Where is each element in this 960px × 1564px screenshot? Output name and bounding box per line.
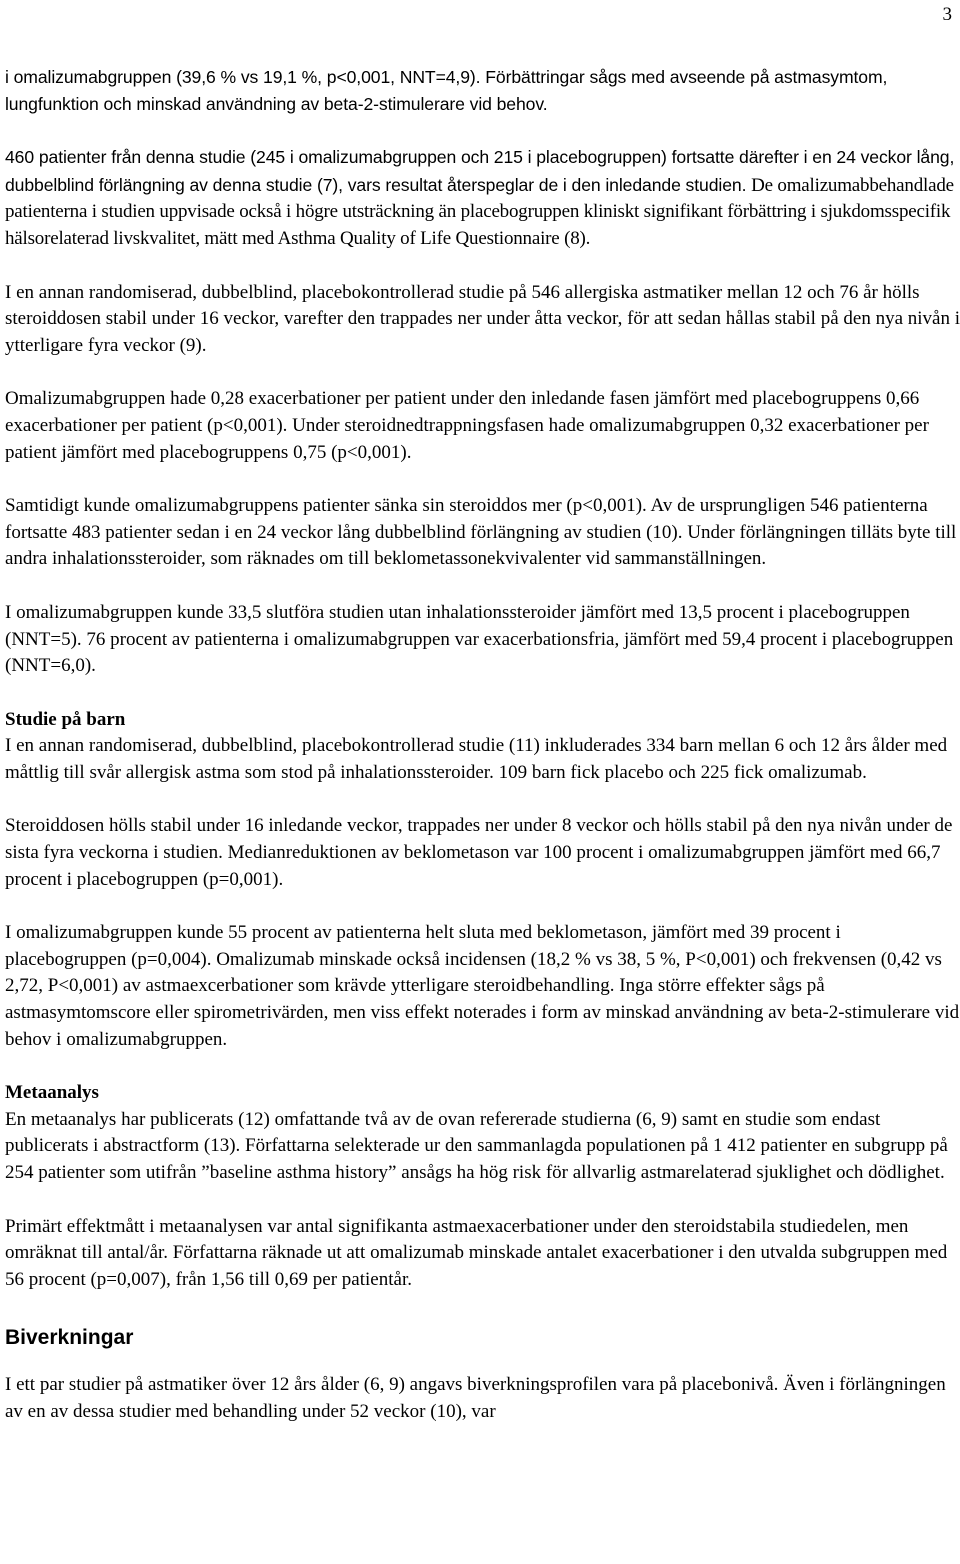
paragraph-3: I en annan randomiserad, dubbelblind, placebokontrollerad studie på 546 allergiska astmatiker mellan 12 och 76 år hölls steroiddosen stabil under 16 veckor, varefter den trappades ner under åtta veckor, för att sedan hållas stabil på den nya nivån i ytterligare fyra veckor (9). xyxy=(5,281,960,356)
paragraph-12: I ett par studier på astmatiker över 12 års ålder (6, 9) angavs biverkningsprofilen vara på placebonivå. Även i förlängningen av en av dessa studier med behandling under 52 veckor (10), var xyxy=(5,1373,946,1422)
document-body xyxy=(5,64,960,1425)
heading-biverkningar: Biverkningar xyxy=(5,1326,134,1350)
paragraph-8: Steroiddosen hölls stabil under 16 inledande veckor, trappades ner under 8 veckor och hölls stabil på den nya nivån under de sista fyra veckorna i studien. Medianreduktionen av beklometason var 100 procent i omalizumabgruppen jämfört med 66,7 procent i placebogruppen (p=0,001). xyxy=(5,815,953,890)
paragraph-5: Samtidigt kunde omalizumabgruppens patienter sänka sin steroiddos mer (p<0,001). Av de ursprungligen 546 patienterna fortsatte 483 patienter sedan i en 24 veckor lång dubbelblind förlängning av studien (10). Under förlängningen tilläts byte till andra inhalationssteroider, som räknades om till beklometassonekvivalenter vid sammanställningen. xyxy=(5,495,957,570)
paragraph-2 xyxy=(5,144,960,252)
paragraph-7: I en annan randomiserad, dubbelblind, placebokontrollerad studie (11) inkluderades 334 barn mellan 6 och 12 års ålder med måttlig till svår allergisk astma som stod på inhalationssteroider. 109 barn fick placebo och 225 fick omalizumab. xyxy=(5,735,948,783)
paragraph-10: En metaanalys har publicerats (12) omfattande två av de ovan refererade studierna (6, 9) samt en studie som endast publicerats i abstractform (13). Författarna selekterade ur den sammanlagda populationen på 1 412 patienter en subgrupp på 254 patienter som utifrån ”baseline asthma history” ansågs ha hög risk för allvarlig astmarelaterad sjuklighet och dödlighet. xyxy=(5,1108,948,1183)
paragraph-9: I omalizumabgruppen kunde 55 procent av patienterna helt sluta med beklometason, jämfört med 39 procent i placebogruppen (p=0,004). Omalizumab minskade också incidensen (18,2 % vs 38, 5 %, P<0,001) och frekvensen (0,42 vs 2,72, P<0,001) av astmaexcerbationer som krävde ytterligare steroidbehandling. Inga större effekter sågs på astmasymtomscore eller spirometrivärden, men viss effekt noterades i form av minskad användning av beta-2-stimulerare vid behov i omalizumabgruppen. xyxy=(5,922,960,1050)
paragraph-2-sans-text: 460 patienter från denna studie (245 i omalizumabgruppen och 215 i placebogruppen) fortsatte därefter i en 24 veckor lång, dubbelblind förlängning av denna studie (7), vars resultat återspeglar de i den inledande studien. xyxy=(5,147,955,195)
heading-metaanalys: Metaanalys xyxy=(5,1082,99,1104)
paragraph-2-serif-text: De omalizumabbehandlade patienterna i studien uppvisade också i högre utsträckning än placebogruppen kliniskt signifikant förbättring i sjukdomsspecifik hälsorelaterad livskvalitet, mätt med Asthma Quality of Life Questionnaire (8). xyxy=(5,174,954,249)
page-number: 3 xyxy=(942,4,952,25)
heading-studie-pa-barn: Studie på barn xyxy=(5,708,126,730)
paragraph-11: Primärt effektmått i metaanalysen var antal signifikanta astmaexacerbationer under den steroidstabila studiedelen, men omräknat till antal/år. Författarna räknade ut att omalizumab minskade antalet exacerbationer i den utvalda subgruppen med 56 procent (p=0,007), från 1,56 till 0,69 per patientår. xyxy=(5,1215,948,1290)
paragraph-4: Omalizumabgruppen hade 0,28 exacerbationer per patient under den inledande fasen jämfört med placebogruppens 0,66 exacerbationer per patient (p<0,001). Under steroidnedtrappningsfasen hade omalizumabgruppen 0,32 exacerbationer per patient jämfört med placebogruppens 0,75 (p<0,001). xyxy=(5,388,929,463)
paragraph-6: I omalizumabgruppen kunde 33,5 slutföra studien utan inhalationssteroider jämfört med 13,5 procent i placebogruppen (NNT=5). 76 procent av patienterna i omalizumabgruppen var exacerbationsfria, jämfört med 59,4 procent i placebogruppen (NNT=6,0). xyxy=(5,601,954,677)
paragraph-1: i omalizumabgruppen (39,6 % vs 19,1 %, p<0,001, NNT=4,9). Förbättringar sågs med avseende på astmasymtom, lungfunktion och minskad användning av beta-2-stimulerare vid behov. xyxy=(5,67,888,114)
